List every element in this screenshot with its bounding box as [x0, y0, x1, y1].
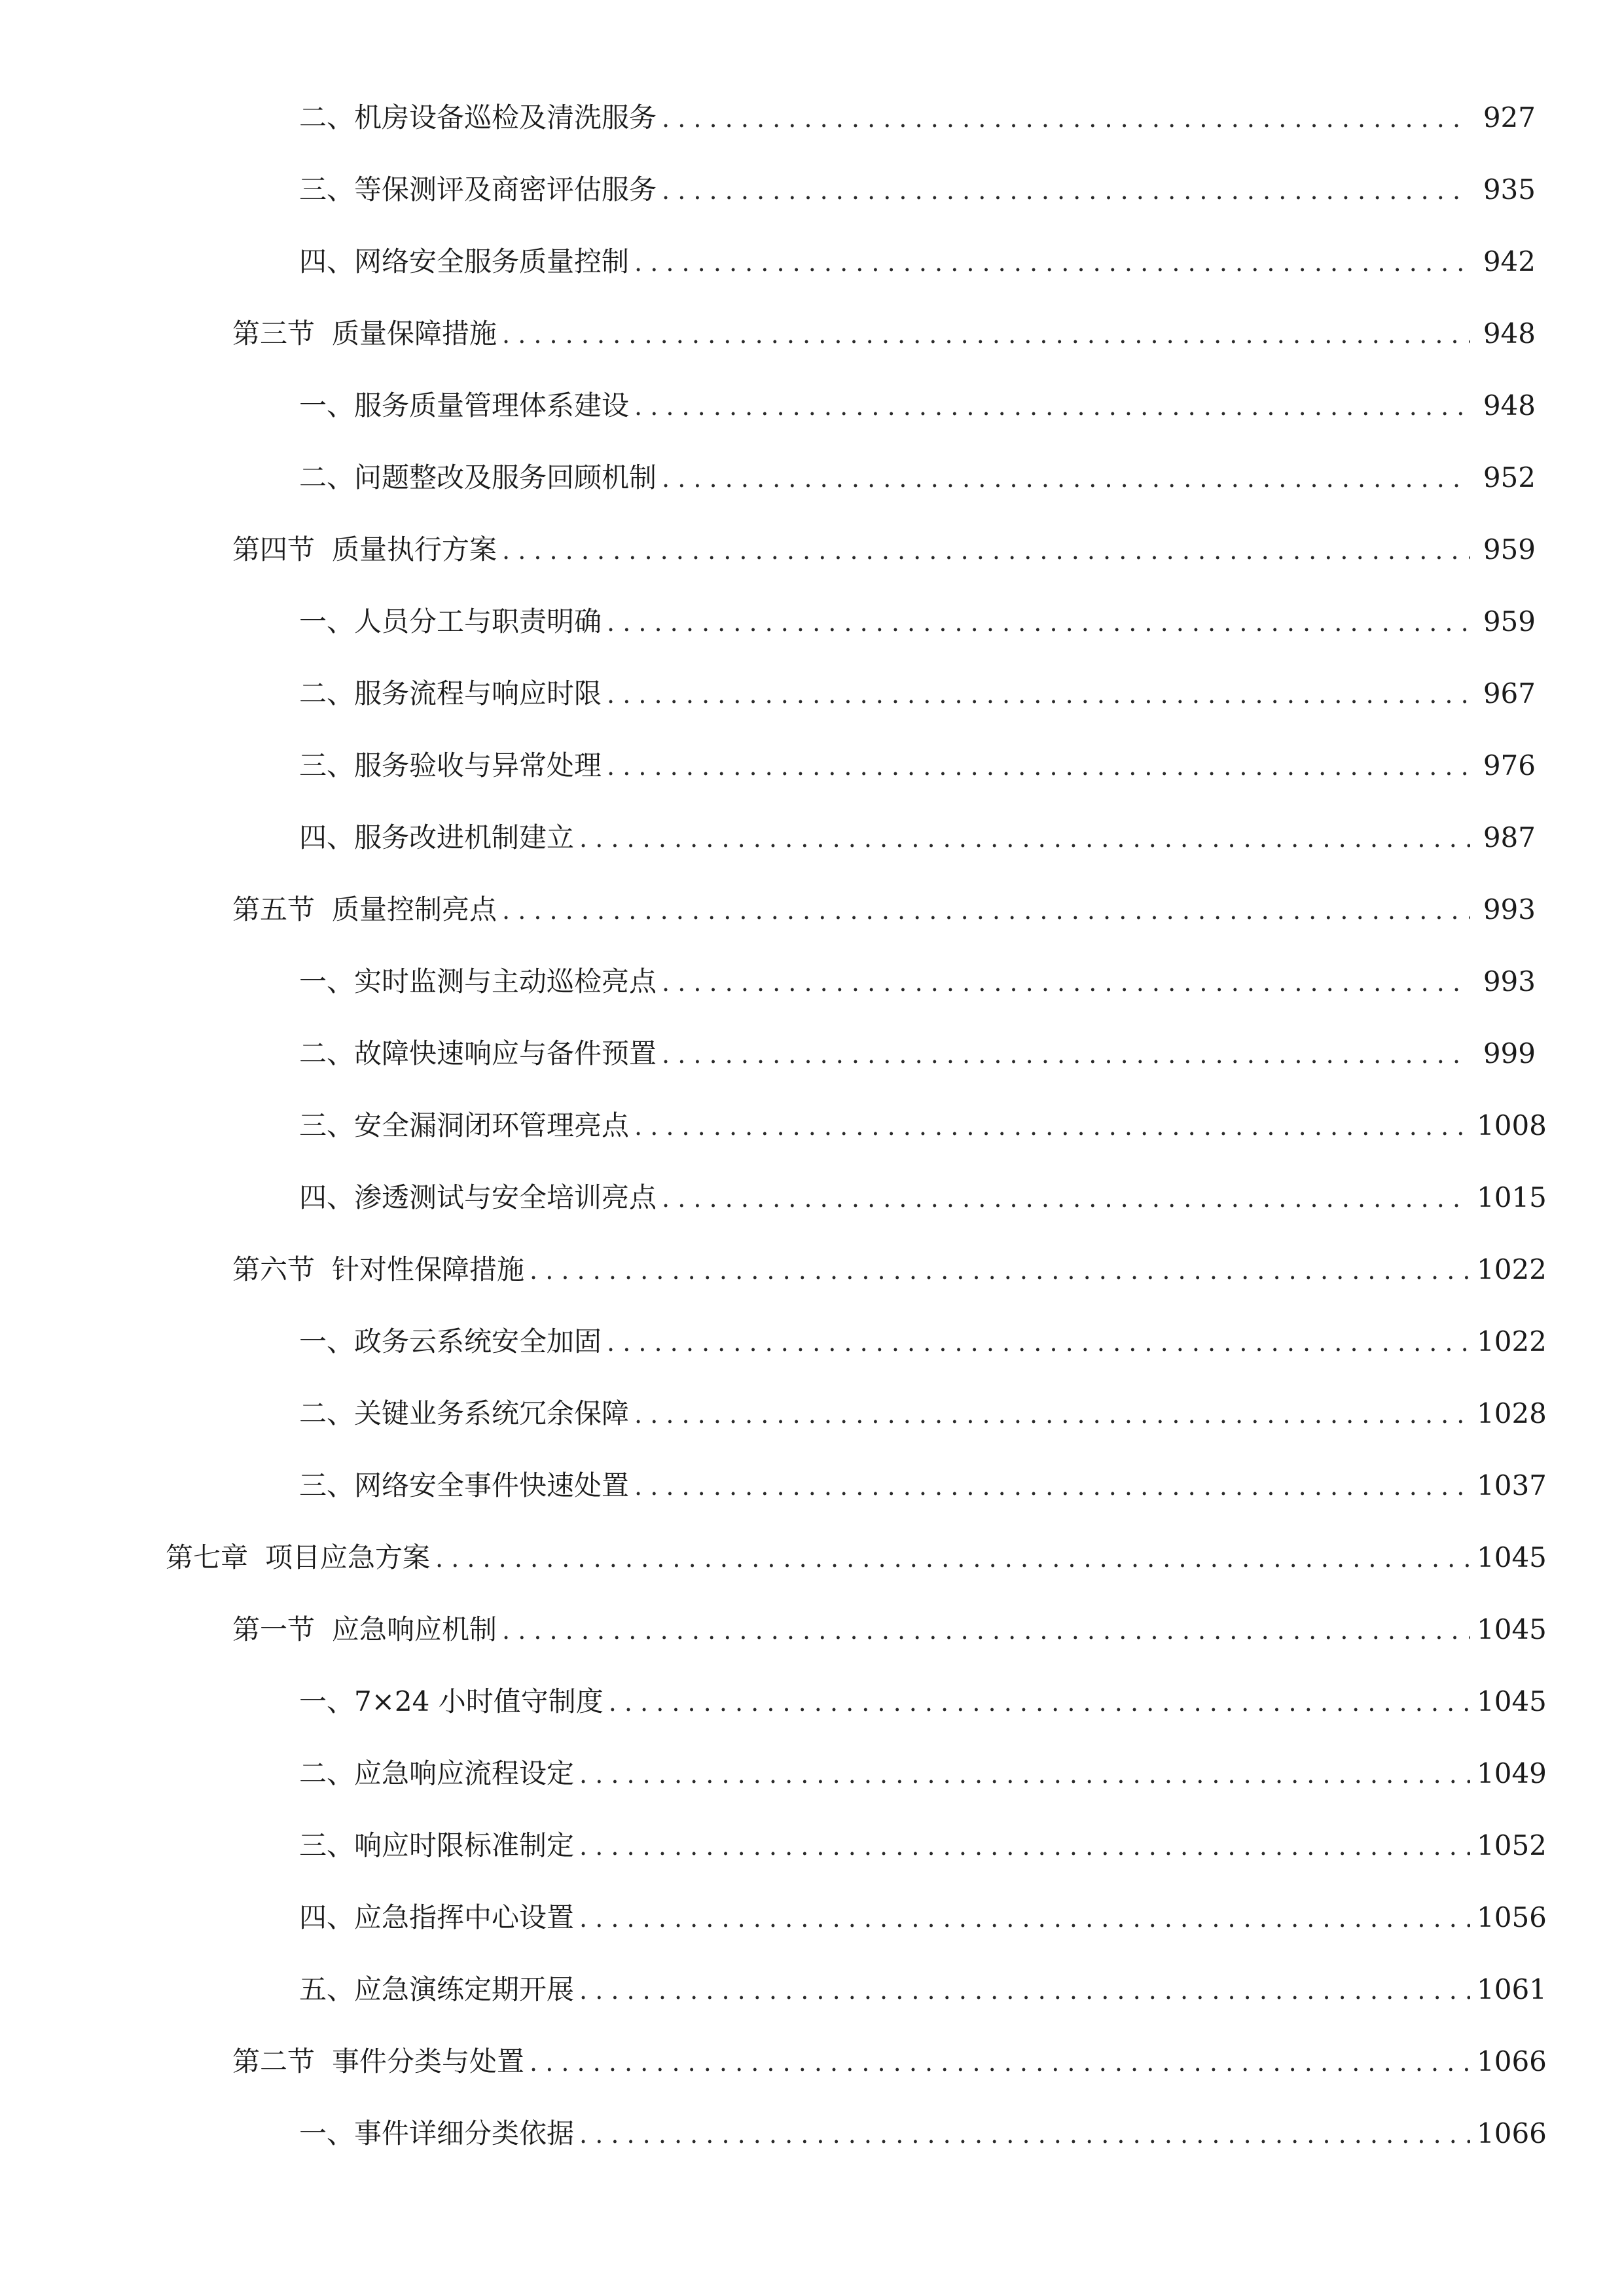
- toc-entry-number: 第一节: [232, 1613, 316, 1645]
- toc-entry-title: 故障快速响应与备件预置: [354, 1037, 657, 1069]
- toc-entry-page: 967: [1483, 677, 1536, 709]
- toc-dot-leader: [662, 92, 1470, 145]
- toc-entry-page: 948: [1483, 389, 1536, 422]
- toc-entry-page: 952: [1483, 461, 1536, 493]
- toc-entry-title: 质量控制亮点: [332, 893, 497, 925]
- toc-entry-page: 942: [1483, 245, 1536, 278]
- toc-entry-number: 第六节: [232, 1253, 316, 1285]
- toc-entry-page: 927: [1483, 101, 1536, 134]
- toc-dot-leader: [662, 956, 1470, 1009]
- toc-entry-page: 1037: [1477, 1469, 1547, 1501]
- toc-entry-page: 1061: [1477, 1973, 1547, 2005]
- toc-dot-leader: [530, 2036, 1470, 2089]
- toc-entry-page: 1066: [1477, 2045, 1547, 2077]
- toc-entry-title: 服务质量管理体系建设: [354, 389, 630, 422]
- toc-entry-title: 应急指挥中心设置: [354, 1901, 575, 1933]
- toc-entry-page: 993: [1483, 965, 1536, 997]
- toc-entry-title: 服务验收与异常处理: [354, 749, 602, 781]
- toc-dot-leader: [579, 1964, 1470, 2017]
- toc-entry-page: 1015: [1477, 1181, 1547, 1213]
- toc-entry-title: 服务改进机制建立: [354, 821, 575, 853]
- toc-entry-page: 1045: [1477, 1685, 1547, 1717]
- toc-entry-title: 质量执行方案: [332, 533, 497, 565]
- toc-entry-section[interactable]: [232, 524, 1536, 576]
- toc-entry-title: 安全漏洞闭环管理亮点: [354, 1109, 630, 1141]
- toc-entry-number: 四、: [299, 1901, 355, 1933]
- toc-entry-title: 机房设备巡检及清洗服务: [354, 101, 657, 134]
- toc-entry-title: 应急演练定期开展: [354, 1973, 575, 2005]
- toc-entry[interactable]: [299, 92, 1536, 144]
- toc-entry-number: 三、: [299, 749, 355, 781]
- toc-entry-page: 1056: [1477, 1901, 1547, 1933]
- toc-entry-number: 三、: [299, 1109, 355, 1141]
- toc-entry[interactable]: [299, 596, 1536, 648]
- toc-entry[interactable]: [299, 236, 1536, 288]
- toc-entry-number: 一、: [299, 965, 355, 997]
- toc-entry-page: 959: [1483, 605, 1536, 637]
- toc-entry-number: 一、: [299, 2117, 355, 2149]
- toc-entry-title: 7×24 小时值守制度: [354, 1685, 604, 1717]
- toc-entry-page: 948: [1483, 317, 1536, 350]
- toc-entry-title: 服务流程与响应时限: [354, 677, 602, 709]
- toc-entry[interactable]: [299, 1388, 1547, 1440]
- toc-entry[interactable]: [299, 2108, 1547, 2160]
- toc-entry-number: 四、: [299, 821, 355, 853]
- toc-entry-page: 1022: [1477, 1253, 1547, 1285]
- toc-dot-leader: [607, 740, 1470, 793]
- toc-entry[interactable]: [299, 1172, 1547, 1224]
- toc-entry-number: 二、: [299, 101, 355, 134]
- toc-dot-leader: [634, 380, 1470, 433]
- toc-entry[interactable]: [299, 956, 1536, 1008]
- toc-entry[interactable]: [299, 1100, 1547, 1152]
- toc-entry-title: 等保测评及商密评估服务: [354, 173, 657, 206]
- toc-dot-leader: [579, 2108, 1470, 2161]
- toc-entry-number: 二、: [299, 461, 355, 493]
- toc-dot-leader: [662, 1172, 1470, 1225]
- toc-entry-title: 针对性保障措施: [332, 1253, 525, 1285]
- toc-entry[interactable]: [299, 1676, 1547, 1728]
- toc-entry-page: 999: [1483, 1037, 1536, 1069]
- toc-dot-leader: [634, 236, 1470, 289]
- toc-entry[interactable]: [299, 1964, 1547, 2016]
- toc-entry-number: 一、: [299, 1685, 355, 1717]
- toc-entry-number: 四、: [299, 1181, 355, 1213]
- toc-entry-title: 响应时限标准制定: [354, 1829, 575, 1861]
- toc-entry-page: 1066: [1477, 2117, 1547, 2149]
- toc-dot-leader: [662, 452, 1470, 505]
- toc-entry-number: 三、: [299, 1469, 355, 1501]
- toc-dot-leader: [607, 668, 1470, 721]
- toc-dot-leader: [502, 884, 1470, 937]
- toc-entry-page: 987: [1483, 821, 1536, 853]
- toc-entry[interactable]: [299, 1820, 1547, 1872]
- toc-dot-leader: [435, 1532, 1470, 1585]
- toc-entry-section[interactable]: [232, 1604, 1547, 1656]
- toc-entry-title: 网络安全服务质量控制: [354, 245, 630, 278]
- toc-entry-number: 三、: [299, 1829, 355, 1861]
- toc-dot-leader: [502, 308, 1470, 361]
- toc-entry-section[interactable]: [232, 2036, 1547, 2088]
- toc-entry-title: 渗透测试与安全培训亮点: [354, 1181, 657, 1213]
- toc-entry-page: 1052: [1477, 1829, 1547, 1861]
- toc-entry-title: 项目应急方案: [265, 1541, 431, 1573]
- toc-entry[interactable]: [299, 668, 1536, 720]
- toc-dot-leader: [579, 1748, 1470, 1801]
- toc-entry-number: 第七章: [166, 1541, 249, 1573]
- toc-entry-number: 一、: [299, 389, 355, 422]
- toc-entry-number: 二、: [299, 677, 355, 709]
- toc-entry-page: 1028: [1477, 1397, 1547, 1429]
- toc-entry-number: 一、: [299, 1325, 355, 1357]
- toc-entry[interactable]: [299, 1460, 1547, 1512]
- toc-entry-title: 网络安全事件快速处置: [354, 1469, 630, 1501]
- toc-dot-leader: [502, 1604, 1470, 1657]
- toc-dot-leader: [662, 1028, 1470, 1081]
- toc-dot-leader: [634, 1100, 1470, 1153]
- toc-dot-leader: [609, 1676, 1470, 1729]
- toc-entry-page: 993: [1483, 893, 1536, 925]
- toc-entry-number: 二、: [299, 1037, 355, 1069]
- toc-dot-leader: [502, 524, 1470, 577]
- toc-dot-leader: [530, 1244, 1470, 1297]
- toc-entry-title: 事件分类与处置: [332, 2045, 525, 2077]
- toc-entry-number: 四、: [299, 245, 355, 278]
- toc-entry-page: 1049: [1477, 1757, 1547, 1789]
- toc-entry-page: 935: [1483, 173, 1536, 206]
- toc-entry-section[interactable]: [232, 884, 1536, 936]
- toc-entry[interactable]: [299, 1748, 1547, 1800]
- toc-dot-leader: [579, 1820, 1470, 1873]
- toc-entry-number: 一、: [299, 605, 355, 637]
- toc-entry-number: 三、: [299, 173, 355, 206]
- toc-entry[interactable]: [299, 452, 1536, 504]
- toc-entry-number: 第二节: [232, 2045, 316, 2077]
- toc-entry-title: 事件详细分类依据: [354, 2117, 575, 2149]
- toc-entry-title: 人员分工与职责明确: [354, 605, 602, 637]
- toc-entry[interactable]: [299, 164, 1536, 216]
- toc-entry-page: 959: [1483, 533, 1536, 565]
- toc-dot-leader: [662, 164, 1470, 217]
- toc-dot-leader: [607, 596, 1470, 649]
- toc-entry[interactable]: [299, 380, 1536, 432]
- toc-dot-leader: [634, 1460, 1470, 1513]
- toc-entry[interactable]: [299, 1892, 1547, 1944]
- toc-entry-title: 实时监测与主动巡检亮点: [354, 965, 657, 997]
- toc-dot-leader: [607, 1316, 1470, 1369]
- toc-entry-number: 二、: [299, 1397, 355, 1429]
- toc-entry-number: 二、: [299, 1757, 355, 1789]
- toc-entry-page: 1045: [1477, 1613, 1547, 1645]
- toc-entry-title: 政务云系统安全加固: [354, 1325, 602, 1357]
- toc-dot-leader: [579, 1892, 1470, 1945]
- toc-entry[interactable]: [299, 740, 1536, 792]
- toc-entry-section[interactable]: [232, 308, 1536, 360]
- toc-entry-title: 问题整改及服务回顾机制: [354, 461, 657, 493]
- toc-entry-chapter[interactable]: [166, 1532, 1547, 1584]
- toc-entry-page: 1022: [1477, 1325, 1547, 1357]
- toc-entry-title: 质量保障措施: [332, 317, 497, 350]
- toc-entry[interactable]: [299, 1316, 1547, 1368]
- toc-entry-number: 第三节: [232, 317, 316, 350]
- toc-entry-section[interactable]: [232, 1244, 1547, 1296]
- toc-entry-page: 1008: [1477, 1109, 1547, 1141]
- toc-entry[interactable]: [299, 1028, 1536, 1080]
- toc-entry-number: 第五节: [232, 893, 316, 925]
- toc-entry-page: 1045: [1477, 1541, 1547, 1573]
- toc-dot-leader: [579, 812, 1470, 865]
- toc-entry-page: 976: [1483, 749, 1536, 781]
- toc-entry-number: 第四节: [232, 533, 316, 565]
- toc-entry-title: 应急响应机制: [332, 1613, 497, 1645]
- toc-entry[interactable]: [299, 812, 1536, 864]
- toc-entry-title: 应急响应流程设定: [354, 1757, 575, 1789]
- toc-entry-number: 五、: [299, 1973, 355, 2005]
- toc-entry-title: 关键业务系统冗余保障: [354, 1397, 630, 1429]
- toc-dot-leader: [634, 1388, 1470, 1441]
